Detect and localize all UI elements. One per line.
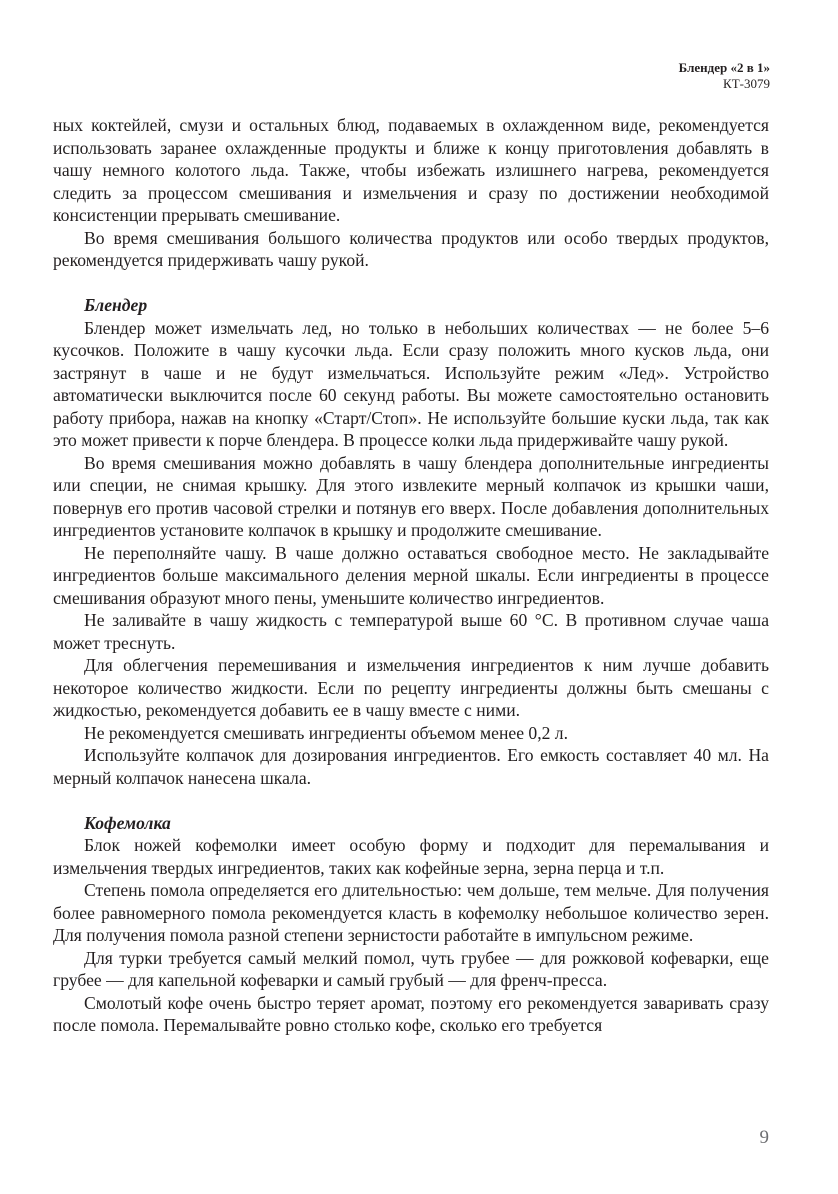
paragraph: Во время смешивания можно добавлять в чашу блендера дополнительные ингредиенты или специи, не снимая крышку. Для этого извлеките мерный колпачок из крышки чаши, повернув его против часовой стрелки и потянув его вверх. После добавления дополнительных ингредиентов установите колпачок в крышку и продолжите смешивание. [53,452,769,540]
paragraph: Блок ножей кофемолки имеет особую форму и подходит для перемалывания и измельчения твердых ингредиентов, таких как кофейные зерна, зерна перца и т.п. [53,835,769,878]
paragraph: Для турки требуется самый мелкий помол, чуть грубее — для рожковой кофеварки, еще грубее — для капельной кофеварки и самый грубый — для френч-пресса. [53,947,769,990]
section-heading-blender: Блендер [84,295,148,315]
running-header [679,60,770,92]
section-heading-grinder: Кофемолка [84,812,171,833]
paragraph: Блендер может измельчать лед, но только в небольших количествах — не более 5–6 кусочков. Положите в чашу кусочки льда. Если сразу положить много кусков льда, они застрянут в чаше и не будут измельчаться. Используйте режим «Лед». Устройство автоматически выключится после 60 секунд работы. Вы можете самостоятельно остановить работу прибора, нажав на кнопку «Старт/Стоп». Не используйте большие куски льда, так как это может привести к порче блендера. В процессе колки льда придерживайте чашу рукой. [53,317,769,450]
paragraph: Смолотый кофе очень быстро теряет аромат, поэтому его рекомендуется заваривать сразу после помола. Перемалывайте ровно столько кофе, сколько его требуется [53,992,769,1035]
paragraph: Во время смешивания большого количества продуктов или особо твердых продуктов, рекомендуется придерживать чашу рукой. [53,227,769,270]
section-spacer [53,272,769,295]
page-number: 9 [759,1127,769,1148]
page-content [53,114,769,1037]
paragraph: ных коктейлей, смузи и остальных блюд, подаваемых в охлажденном виде, рекомендуется использовать заранее охлажденные продукты и ближе к концу приготовления добавлять в чашу немного колотого льда. Также, чтобы избежать излишнего нагрева, рекомендуется следить за процессом смешивания и измельчения и сразу по достижении необходимой консистенции прерывать смешивание. [53,115,769,225]
paragraph: Не рекомендуется смешивать ингредиенты объемом менее 0,2 л. [84,722,568,743]
paragraph: Не заливайте в чашу жидкость с температурой выше 60 °С. В противном случае чаша может треснуть. [53,610,769,653]
paragraph: Используйте колпачок для дозирования ингредиентов. Его емкость составляет 40 мл. На мерный колпачок нанесена шкала. [53,745,769,788]
header-model: КТ-3079 [723,76,770,91]
paragraph: Степень помола определяется его длительностью: чем дольше, тем мельче. Для получения более равномерного помола рекомендуется класть в кофемолку небольшое количество зерен. Для получения помола разной степени зернистости работайте в импульсном режиме. [53,880,769,945]
section-spacer [53,789,769,812]
paragraph: Для облегчения перемешивания и измельчения ингредиентов к ним лучше добавить некоторое количество жидкости. Если по рецепту ингредиенты должны быть смешаны с жидкостью, рекомендуется добавить ее в чашу вместе с ними. [53,655,769,720]
paragraph: Не переполняйте чашу. В чаше должно оставаться свободное место. Не закладывайте ингредиентов больше максимального деления мерной шкалы. Если ингредиенты в процессе смешивания образуют много пены, уменьшите количество ингредиентов. [53,542,769,608]
header-title: Блендер «2 в 1» [678,60,770,75]
